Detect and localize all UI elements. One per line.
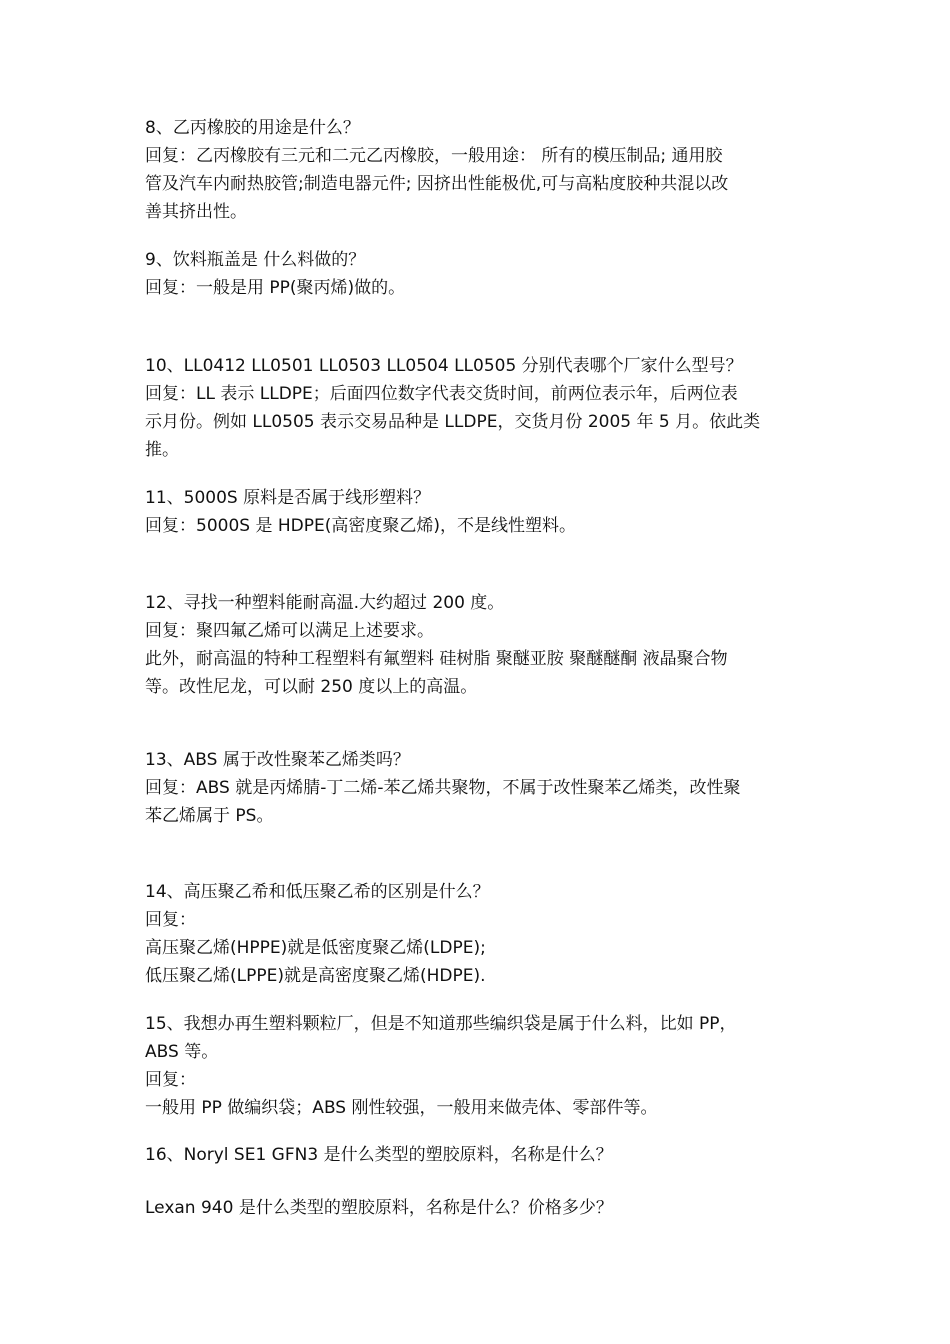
text-line: 高压聚乙烯(HPPE)就是低密度聚乙烯(LDPE); — [145, 938, 486, 958]
text-line: 回复：ABS 就是丙烯腈-丁二烯-苯乙烯共聚物，不属于改性聚苯乙烯类，改性聚 — [145, 778, 741, 798]
qa-11 — [145, 484, 815, 540]
text-line: 13、ABS 属于改性聚苯乙烯类吗？ — [145, 750, 410, 770]
text-line: 回复：5000S 是 HDPE(高密度聚乙烯)，不是线性塑料。 — [145, 516, 576, 536]
text-line: 一般用 PP 做编织袋；ABS 刚性较强，一般用来做壳体、零部件等。 — [145, 1098, 658, 1118]
qa-10 — [145, 352, 815, 464]
text-line: Lexan 940 是什么类型的塑胶原料，名称是什么？价格多少？ — [145, 1198, 613, 1218]
text-line: 8、乙丙橡胶的用途是什么？ — [145, 118, 360, 138]
text-line: 10、LL0412 LL0501 LL0503 LL0504 LL0505 分别代表哪个厂家什么型号？ — [145, 356, 743, 376]
text-line: 14、高压聚乙希和低压聚乙希的区别是什么？ — [145, 882, 490, 902]
text-line: 回复： — [145, 910, 196, 930]
qa-13 — [145, 746, 815, 830]
text-line: ABS 等。 — [145, 1042, 219, 1062]
text-line: 管及汽车内耐热胶管;制造电器元件; 因挤出性能极优,可与高粘度胶种共混以改 — [145, 174, 729, 194]
qa-9 — [145, 246, 815, 302]
qa-12 — [145, 589, 815, 701]
text-line: 此外，耐高温的特种工程塑料有氟塑料 硅树脂 聚醚亚胺 聚醚醚酮 液晶聚合物 — [145, 649, 728, 669]
text-line: 回复：LL 表示 LLDPE；后面四位数字代表交货时间，前两位表示年，后两位表 — [145, 384, 738, 404]
qa-16-continued — [145, 1194, 815, 1222]
text-line: 示月份。例如 LL0505 表示交易品种是 LLDPE，交货月份 2005 年 5 月。依此类 — [145, 412, 761, 432]
text-line: 15、我想办再生塑料颗粒厂，但是不知道那些编织袋是属于什么料，比如 PP， — [145, 1014, 737, 1034]
qa-15 — [145, 1010, 815, 1122]
text-line: 推。 — [145, 440, 179, 460]
text-line: 善其挤出性。 — [145, 202, 247, 222]
qa-16 — [145, 1141, 815, 1169]
text-line: 11、5000S 原料是否属于线形塑料？ — [145, 488, 431, 508]
text-line: 回复： — [145, 1070, 196, 1090]
text-line: 12、寻找一种塑料能耐高温.大约超过 200 度。 — [145, 593, 505, 613]
text-line: 低压聚乙烯(LPPE)就是高密度聚乙烯(HDPE). — [145, 966, 486, 986]
text-line: 16、Noryl SE1 GFN3 是什么类型的塑胶原料，名称是什么？ — [145, 1145, 613, 1165]
text-line: 苯乙烯属于 PS。 — [145, 806, 274, 826]
qa-14 — [145, 878, 815, 990]
text-line: 9、饮料瓶盖是 什么料做的？ — [145, 250, 366, 270]
text-line: 回复：聚四氟乙烯可以满足上述要求。 — [145, 621, 434, 641]
text-line: 回复：一般是用 PP(聚丙烯)做的。 — [145, 278, 406, 298]
text-line: 等。改性尼龙，可以耐 250 度以上的高温。 — [145, 677, 478, 697]
text-line: 回复：乙丙橡胶有三元和二元乙丙橡胶，一般用途： 所有的模压制品; 通用胶 — [145, 146, 723, 166]
qa-8 — [145, 114, 815, 226]
